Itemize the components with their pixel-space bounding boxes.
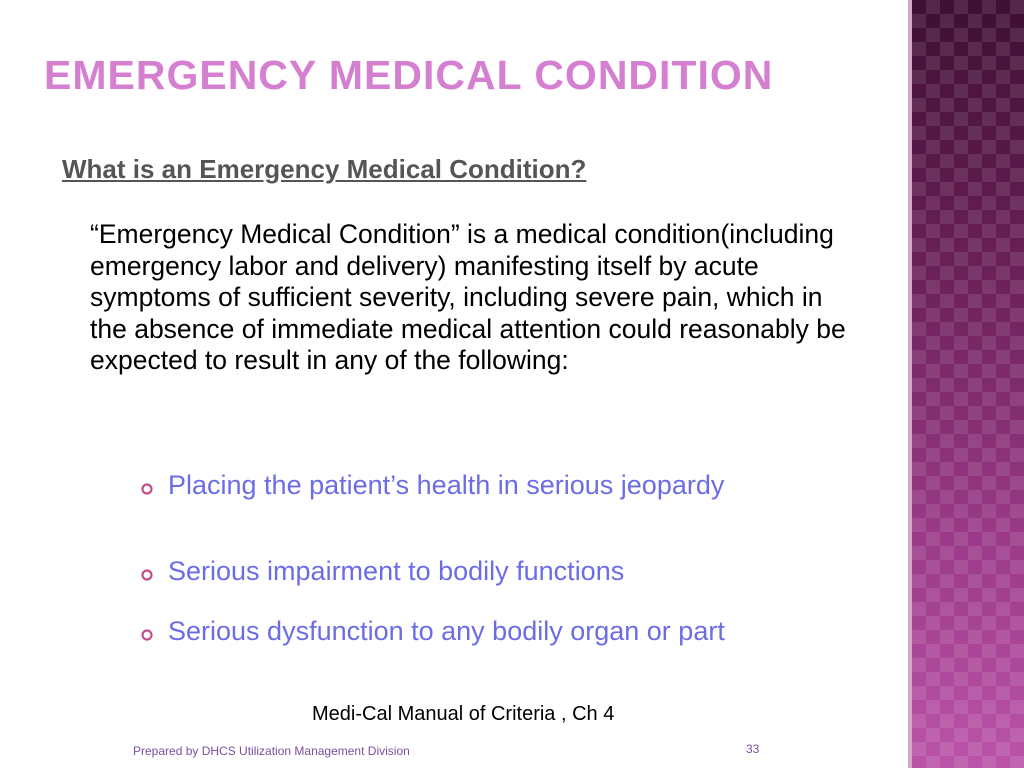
bullet-item <box>140 618 828 646</box>
circle-bullet-icon <box>140 564 168 586</box>
citation: Medi-Cal Manual of Criteria , Ch 4 <box>312 703 615 725</box>
page-number: 33 <box>746 742 760 756</box>
bullet-item <box>140 472 828 500</box>
circle-bullet-icon <box>140 478 168 500</box>
decorative-side-panel <box>912 0 1024 768</box>
bullet-item <box>140 558 828 586</box>
footer-text: Prepared by DHCS Utilization Management Division <box>133 744 410 758</box>
slide-title: EMERGENCY MEDICAL CONDITION <box>44 52 774 98</box>
bullet-text: Serious impairment to bodily functions <box>168 556 625 586</box>
bullet-text: Placing the patient’s health in serious jeopardy <box>168 470 725 500</box>
subheading: What is an Emergency Medical Condition? <box>62 154 587 184</box>
bullet-text: Serious dysfunction to any bodily organ or part <box>168 616 725 646</box>
definition-text: “Emergency Medical Condition” is a medical condition(including emergency labor and delivery) manifesting itself by acute symptoms of sufficient severity, including severe pain, which in the absence of immediate medical attention could reasonably be expected to result in any of the following: <box>90 219 846 375</box>
circle-bullet-icon <box>140 624 168 646</box>
